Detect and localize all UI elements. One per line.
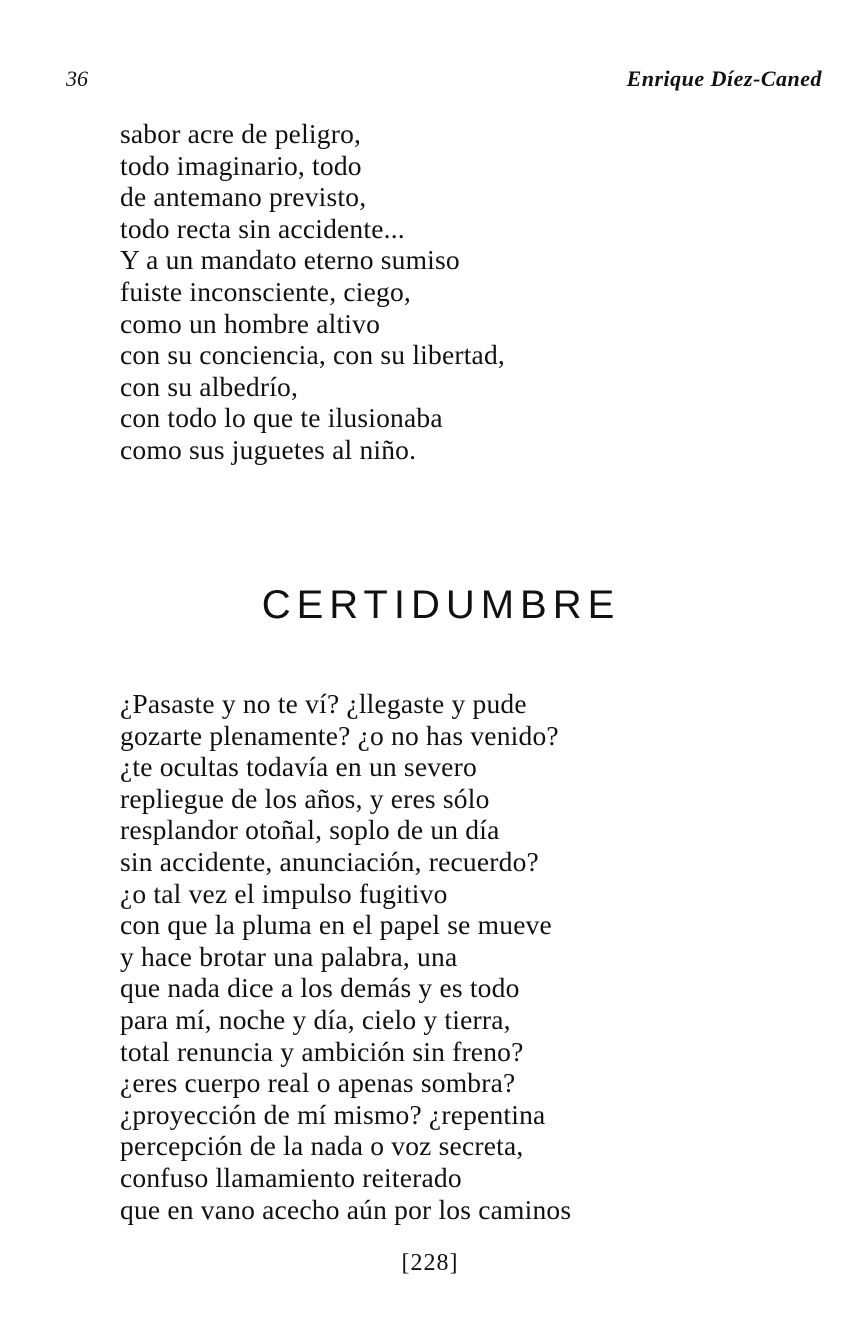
poem-line: ¿proyección de mí mismo? ¿repentina [120,1098,546,1130]
poem-line: todo recta sin accidente... [120,212,405,244]
poem-line: como sus juguetes al niño. [120,433,417,465]
poem-continuation [120,118,505,466]
poem-line: fuiste inconsciente, ciego, [120,275,411,307]
poem-line: ¿o tal vez el impulso fugitivo [120,877,448,909]
poem-line: resplandor otoñal, soplo de un día [120,814,500,846]
poem-line: ¿Pasaste y no te ví? ¿llegaste y pude [120,688,527,719]
poem-line: percepción de la nada o voz secreta, [120,1130,524,1162]
poem-title: CERTIDUMBRE [261,583,621,627]
poem-line: con su conciencia, con su libertad, [120,339,505,371]
poem-line: de antemano previsto, [120,181,367,213]
poem-line: y hace brotar una palabra, una [120,940,458,972]
poem-line: con todo lo que te ilusionaba [120,402,443,434]
poem-line: sabor acre de peligro, [120,118,362,149]
poem-line: que en vano acecho aún por los caminos [120,1193,572,1225]
poem-body [120,688,571,1225]
poem-line: sin accidente, anunciación, recuerdo? [120,845,539,877]
poem-line: repliegue de los años, y eres sólo [120,782,490,814]
poem-line: ¿eres cuerpo real o apenas sombra? [120,1067,516,1099]
poem-line: para mí, noche y día, cielo y tierra, [120,1003,511,1035]
poem-line: gozarte plenamente? ¿o no has venido? [120,719,559,751]
poem-line: todo imaginario, todo [120,149,362,181]
poem-line: que nada dice a los demás y es todo [120,972,520,1004]
poem-line: ¿te ocultas todavía en un severo [120,751,477,783]
poem-line: con que la pluma en el papel se mueve [120,909,552,941]
folio-number: [228] [401,1250,459,1276]
poem-line: con su albedrío, [120,370,299,402]
page-number: 36 [66,66,88,91]
poem-line: Y a un mandato eterno sumiso [120,244,460,276]
author-name: Enrique Díez-Caned [626,66,822,91]
poem-line: total renuncia y ambición sin freno? [120,1035,524,1067]
poem-line: como un hombre altivo [120,307,381,339]
running-head [66,66,822,96]
poem-line: confuso llamamiento reiterado [120,1161,462,1193]
